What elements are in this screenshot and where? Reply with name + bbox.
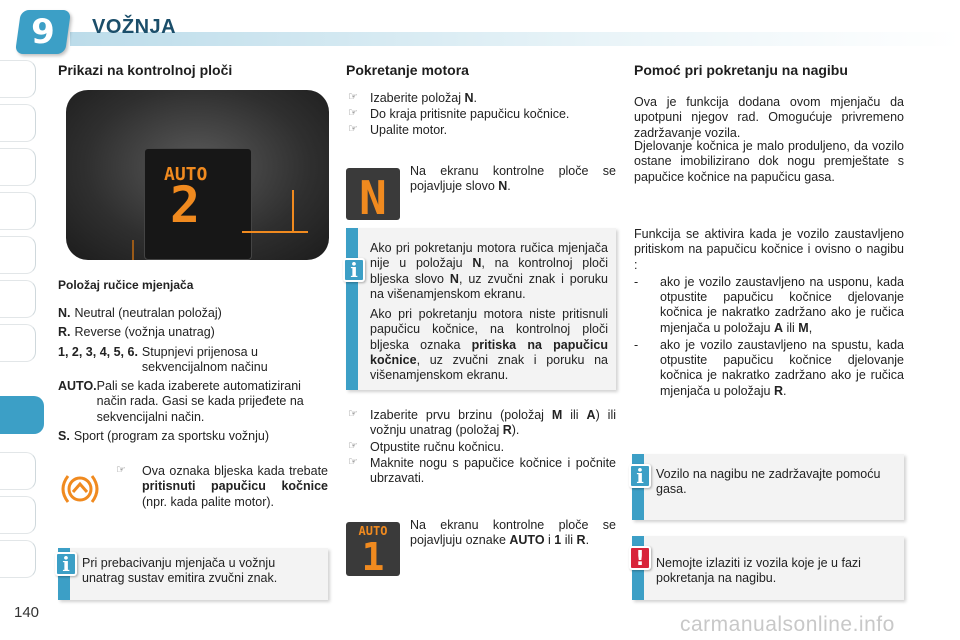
- legend-text: Sport (program za sportsku vožnju): [73, 428, 270, 443]
- dashboard-image: [66, 90, 329, 260]
- legend-text: Stupnjevi prijenosa u sekvencijalnom načinu: [141, 344, 268, 374]
- chapter-tab[interactable]: [0, 192, 36, 230]
- info-icon: i: [629, 464, 651, 488]
- hill-warning-box: [632, 536, 904, 600]
- condition-item: - ako je vozilo zaustavljeno na usponu, kada otpustite papučicu kočnice djelovanje kočnica je nakratko zadržano ako je ručica mjenjača u položaju A ili M,: [634, 274, 904, 335]
- auto-display-caption: Na ekranu kontrolne ploče se pojavljuju oznake AUTO i 1 ili R.: [410, 518, 616, 548]
- info-icon: i: [343, 258, 365, 282]
- info-text: Ako pri pokretanju motora ručica mjenjača nije u položaju N, na kontrolnoj ploči bljeska slovo N, uz zvučni znak i poruku na višenamjenskom ekranu. Ako pri pokretanju motora niste pritisnuli papučicu kočnice, na kontrolnoj ploči bljeska oznaka pritiska na papučicu kočnice, uz zvučni znak i poruku na višenamjenskom ekranu.: [370, 241, 609, 382]
- bullet-icon: ☞: [348, 123, 358, 135]
- display-needle-base: [242, 231, 308, 233]
- legend-text: Neutral (neutralan položaj): [74, 306, 222, 320]
- gear-legend: [58, 306, 328, 448]
- legend-key: 1, 2, 3, 4, 5, 6.: [58, 344, 138, 359]
- condition-item: - ako je vozilo zaustavljeno na spustu, kada otpustite papučicu kočnice djelovanje kočnica je nakratko zadržano ako je ručica mjenjača u položaju R.: [634, 337, 904, 398]
- drive-step: ☞ Maknite nogu s papučice kočnice i počnite ubrzavati.: [348, 456, 616, 486]
- legend-item: [58, 345, 328, 376]
- chapter-tab[interactable]: [0, 280, 36, 318]
- chapter-tab[interactable]: [0, 104, 36, 142]
- legend-key: S.: [58, 428, 70, 443]
- start-step: ☞ Izaberite položaj N.: [348, 91, 478, 105]
- start-step: ☞ Do kraja pritisnite papučicu kočnice.: [348, 107, 570, 121]
- right-section-title: Pomoć pri pokretanju na nagibu: [634, 62, 848, 78]
- legend-key: N.: [58, 306, 71, 320]
- hill-info-box: [632, 454, 904, 520]
- legend-text: Pali se kada izaberete automatizirani način rada. Gasi se kada prijeđete na sekvencijalni način.: [96, 379, 304, 424]
- chapter-tab[interactable]: [0, 60, 36, 98]
- bullet-icon: ☞: [348, 91, 358, 103]
- legend-item: [58, 306, 328, 321]
- chapter-tab[interactable]: [0, 540, 36, 578]
- auto-1-display-image: AUTO 1: [346, 522, 400, 576]
- chapter-tab[interactable]: [0, 452, 36, 490]
- bullet-icon: ☞: [348, 408, 358, 420]
- gear-position-heading: Položaj ručice mjenjača: [58, 278, 194, 292]
- hill-assist-conditions: Funkcija se aktivira kada je vozilo zaustavljeno pritiskom na papučicu kočnice i ovisno o nagibu : - ako je vozilo zaustavljeno na usponu, kada otpustite papučicu kočnice djelovanje kočnica je nakratko zadržano ako je ručica mjenjača u položaju A ili M, - ako je vozilo zaustavljeno na spustu, kada otpustite papučicu kočnice djelovanje kočnica je nakratko zadržano ako je ručica mjenjača u položaju R.: [634, 227, 904, 398]
- display-needle-left: [132, 240, 134, 260]
- display-gear-text: 2: [170, 176, 201, 234]
- drive-step: ☞ Izaberite prvu brzinu (položaj M ili A) ili vožnju unatrag (položaj R).: [348, 408, 617, 438]
- bullet-icon: ☞: [348, 107, 358, 119]
- chapter-tab[interactable]: [0, 236, 36, 274]
- chapter-tabs: [0, 60, 40, 580]
- info-text: Vozilo na nagibu ne zadržavajte pomoću gasa.: [656, 467, 881, 497]
- left-section-title: Prikazi na kontrolnoj ploči: [58, 62, 233, 78]
- watermark: carmanualsonline.info: [680, 613, 895, 636]
- legend-item: [58, 429, 328, 444]
- legend-text: Reverse (vožnja unatrag): [74, 325, 215, 340]
- header-band: [70, 32, 960, 46]
- chapter-number: 9: [31, 12, 55, 52]
- drive-step: ☞ Otpustite ručnu kočnicu.: [348, 440, 505, 454]
- chapter-tab[interactable]: [0, 324, 36, 362]
- warning-note: ☞ Ova oznaka bljeska kada trebate pritisnuti papučicu kočnice (npr. kada palite motor).: [116, 464, 328, 509]
- bullet-icon: ☞: [116, 464, 126, 476]
- hill-assist-intro: Ova je funkcija dodana ovom mjenjaču da upotpuni njegov rad. Omogućuje privremeno zadržavanje vozila.: [634, 95, 904, 140]
- legend-item: [58, 325, 328, 340]
- chapter-title: VOŽNJA: [92, 16, 177, 38]
- legend-key: AUTO.: [58, 379, 97, 393]
- warning-text: Nemojte izlaziti iz vozila koje je u fazi pokretanja na nagibu.: [656, 556, 861, 586]
- info-icon: i: [55, 552, 77, 576]
- brake-pedal-warning-icon: [60, 472, 100, 506]
- legend-item: [58, 379, 328, 425]
- gear-n-display-image: N: [346, 168, 400, 220]
- chapter-tab-active[interactable]: [0, 396, 44, 434]
- n-display-caption: Na ekranu kontrolne ploče se pojavljuje slovo N.: [410, 164, 616, 194]
- middle-section-title: Pokretanje motora: [346, 62, 469, 78]
- start-step: ☞ Upalite motor.: [348, 123, 448, 137]
- hill-assist-description: Djelovanje kočnica je malo produljeno, da vozilo ostane imobilizirano dok nogu premještate s papučice kočnice na papučicu gasa.: [634, 139, 904, 184]
- chapter-tab[interactable]: [0, 148, 36, 186]
- display-mode-text: AUTO: [164, 164, 208, 185]
- info-text: Pri prebacivanju mjenjača u vožnju unatrag sustav emitira zvučni znak.: [82, 556, 278, 586]
- display-needle: [292, 190, 294, 232]
- page-number: 140: [14, 604, 40, 621]
- reverse-info-box: [58, 548, 328, 600]
- start-info-box: [346, 228, 616, 390]
- bullet-icon: ☞: [348, 440, 358, 452]
- bullet-icon: ☞: [348, 456, 358, 468]
- alert-icon: !: [629, 546, 651, 570]
- chapter-tab[interactable]: [0, 496, 36, 534]
- legend-key: R.: [58, 325, 71, 340]
